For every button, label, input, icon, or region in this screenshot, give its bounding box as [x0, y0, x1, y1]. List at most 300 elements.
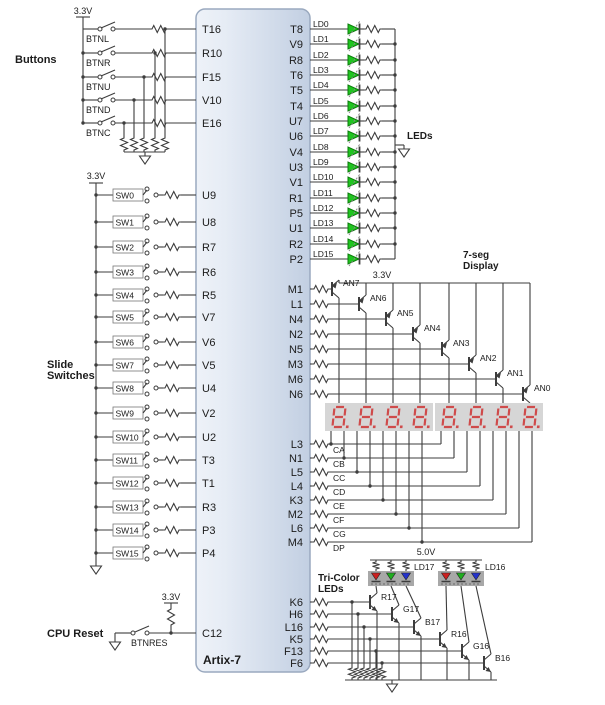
pin-label: K3	[289, 495, 303, 507]
pin-label: V9	[289, 39, 303, 51]
transistor-collector	[392, 605, 399, 611]
switch-contact	[145, 631, 149, 635]
switch-contact	[145, 199, 149, 203]
pin-label: T6	[290, 70, 303, 82]
resistor-icon	[443, 560, 450, 571]
tricolor-module-label: LD17	[414, 562, 435, 572]
transistor-collector	[496, 382, 503, 388]
digit-dp	[427, 426, 430, 429]
section-label-cpu-reset: CPU Reset	[47, 628, 104, 640]
pin-label: R8	[288, 55, 303, 67]
resistor-icon	[458, 560, 465, 571]
resistor-icon	[312, 391, 330, 398]
led-icon	[348, 223, 359, 233]
ground-icon	[91, 566, 102, 574]
resistor-icon	[364, 87, 382, 94]
segment-label: CB	[333, 459, 345, 469]
pin-label: U1	[288, 223, 303, 235]
digit-segment	[498, 409, 499, 416]
switch-contact	[145, 534, 149, 538]
resistor-icon	[312, 539, 330, 546]
resistor-icon	[312, 648, 330, 655]
digit-segment	[525, 409, 526, 416]
anode-label: AN5	[397, 308, 414, 318]
pin-label: P2	[289, 254, 303, 266]
led-label: LD0	[313, 19, 329, 29]
switch-contact	[154, 411, 158, 415]
switch-label: SW6	[115, 337, 134, 348]
pin-label: N6	[288, 389, 303, 401]
digit-dp	[537, 426, 540, 429]
switch-contact	[145, 346, 149, 350]
led-label: LD8	[313, 142, 329, 152]
switch-contact	[111, 121, 115, 125]
digit-segment	[470, 419, 471, 426]
switch-label: SW5	[115, 312, 134, 323]
pin-label: P5	[289, 208, 303, 220]
switch-contact	[154, 481, 158, 485]
switch-contact	[145, 226, 149, 230]
resistor-icon	[163, 219, 181, 226]
switch-contact	[145, 557, 149, 561]
resistor-icon	[364, 210, 382, 217]
resistor-icon	[163, 480, 181, 487]
switch-contact	[154, 245, 158, 249]
led-icon	[348, 208, 359, 218]
section-label-slide-switches: Switches	[47, 370, 95, 382]
digit-segment	[509, 409, 510, 416]
anode-label: AN2	[480, 353, 497, 363]
junction-dot	[420, 540, 423, 543]
digit-dp	[400, 426, 403, 429]
digit-segment	[454, 419, 455, 426]
supply-label-33v: 3.3V	[86, 171, 106, 181]
switch-contact	[145, 464, 149, 468]
resistor-icon	[364, 72, 382, 79]
resistor-icon	[364, 26, 382, 33]
switch-contact	[154, 435, 158, 439]
segment-label: CA	[333, 445, 345, 455]
switch-lever	[143, 502, 147, 507]
switch-contact	[145, 417, 149, 421]
resistor-icon	[379, 666, 386, 680]
switch-contact	[145, 487, 149, 491]
led-icon	[348, 24, 359, 34]
led-icon	[348, 70, 359, 80]
button-label: BTNRES	[131, 638, 168, 648]
pin-label: N2	[288, 329, 303, 341]
digit-segment	[455, 409, 456, 416]
pin-label: K5	[289, 634, 303, 646]
segment-label: CC	[333, 473, 346, 483]
anode-label: AN6	[370, 293, 387, 303]
resistor-icon	[312, 301, 330, 308]
pin-label: N1	[288, 453, 303, 465]
pin-label: R10	[202, 48, 223, 60]
pin-label: V4	[289, 147, 303, 159]
resistor-icon	[312, 361, 330, 368]
resistor-icon	[364, 195, 382, 202]
digit-segment	[481, 419, 482, 426]
pin-label: U3	[288, 162, 303, 174]
digit-segment	[482, 409, 483, 416]
digit-segment	[471, 409, 472, 416]
resistor-icon	[163, 527, 181, 534]
led-label: LD9	[313, 157, 329, 167]
switch-contact	[154, 340, 158, 344]
resistor-icon	[312, 611, 330, 618]
digit-segment	[536, 409, 537, 416]
resistor-icon	[163, 550, 181, 557]
resistor-icon	[312, 497, 330, 504]
switch-label: SW15	[115, 548, 139, 559]
switch-contact	[154, 551, 158, 555]
junction-dot	[407, 526, 410, 529]
switch-contact	[145, 299, 149, 303]
section-label-leds: LEDs	[407, 131, 433, 142]
digit-segment	[425, 419, 426, 426]
resistor-icon	[163, 339, 181, 346]
resistor-icon	[312, 376, 330, 383]
transistor-collector	[462, 642, 469, 648]
resistor-icon	[121, 136, 128, 152]
led-icon	[348, 254, 359, 264]
switch-label: SW0	[115, 190, 134, 201]
section-label-7seg: Display	[463, 261, 499, 272]
pin-label: M4	[287, 537, 303, 549]
pin-label: F6	[290, 658, 303, 670]
resistor-icon	[364, 41, 382, 48]
resistor-icon	[163, 362, 181, 369]
resistor-icon	[364, 256, 382, 263]
switch-label: SW8	[115, 383, 134, 394]
resistor-icon	[364, 149, 382, 156]
pin-label: L16	[284, 622, 303, 634]
switch-label: SW12	[115, 478, 139, 489]
switch-contact	[145, 369, 149, 373]
resistor-icon	[163, 385, 181, 392]
supply-label-33v: 3.3V	[161, 592, 181, 602]
section-label-7seg: 7-seg	[463, 250, 490, 261]
switch-label: SW9	[115, 408, 134, 419]
switch-contact	[131, 631, 135, 635]
digit-segment	[344, 419, 345, 426]
pin-label: P4	[202, 548, 216, 560]
resistor-icon	[312, 599, 330, 606]
resistor-icon	[312, 660, 330, 667]
digit-segment	[508, 419, 509, 426]
resistor-icon	[312, 331, 330, 338]
switch-label: SW13	[115, 502, 139, 513]
resistor-icon	[312, 624, 330, 631]
transistor-label: B17	[425, 617, 441, 627]
pin-label: U6	[288, 131, 303, 143]
led-icon	[348, 193, 359, 203]
pin-label: U4	[202, 383, 217, 395]
junction-dot	[355, 470, 358, 473]
switch-contact	[111, 51, 115, 55]
pin-label: R6	[202, 267, 217, 279]
led-icon	[348, 101, 359, 111]
transistor-collector	[442, 352, 449, 358]
digit-segment	[387, 419, 388, 426]
digit-dp	[483, 426, 486, 429]
ground-icon	[110, 642, 121, 650]
switch-label: SW11	[115, 455, 139, 466]
digit-segment	[426, 409, 427, 416]
resistor-icon	[131, 136, 138, 152]
ground-icon	[399, 149, 410, 157]
switch-lever	[143, 312, 147, 317]
anode-label: AN7	[343, 278, 360, 288]
segment-label: CG	[333, 529, 346, 539]
switch-contact	[111, 75, 115, 79]
pin-label: T3	[202, 455, 215, 467]
segment-label: CE	[333, 501, 345, 511]
resistor-icon	[367, 666, 374, 680]
resistor-icon	[355, 666, 362, 680]
switch-contact	[154, 315, 158, 319]
led-icon	[348, 177, 359, 187]
pin-label: U9	[202, 190, 217, 202]
switch-contact	[145, 511, 149, 515]
digit-segment	[414, 419, 415, 426]
digit-segment	[371, 419, 372, 426]
chip-label: Artix-7	[203, 653, 242, 667]
resistor-icon	[349, 666, 356, 680]
resistor-icon	[163, 192, 181, 199]
resistor-icon	[312, 469, 330, 476]
led-icon	[348, 85, 359, 95]
led-icon	[348, 162, 359, 172]
switch-contact	[154, 193, 158, 197]
transistor-label: G16	[473, 641, 490, 651]
segment-label: DP	[333, 543, 345, 553]
segment-label: CF	[333, 515, 345, 525]
resistor-icon	[312, 511, 330, 518]
switch-contact	[111, 27, 115, 31]
button-label: BTND	[86, 105, 111, 115]
tricolor-module-label: LD16	[485, 562, 506, 572]
led-label: LD2	[313, 50, 329, 60]
digit-segment	[334, 409, 335, 416]
resistor-icon	[364, 225, 382, 232]
pin-label: N4	[288, 314, 303, 326]
pin-label: H6	[288, 609, 303, 621]
digit-segment	[415, 409, 416, 416]
resistor-icon	[364, 133, 382, 140]
switch-lever	[143, 525, 147, 530]
transistor-collector	[386, 322, 393, 328]
switch-lever	[143, 267, 147, 272]
led-label: LD15	[313, 249, 334, 259]
switch-contact	[154, 505, 158, 509]
led-label: LD3	[313, 65, 329, 75]
resistor-icon	[152, 136, 159, 152]
resistor-icon	[361, 666, 368, 680]
digit-segment	[345, 409, 346, 416]
anode-label: AN0	[534, 383, 551, 393]
resistor-icon	[162, 136, 169, 152]
ground-icon	[387, 684, 398, 692]
switch-contact	[145, 392, 149, 396]
resistor-icon	[364, 241, 382, 248]
led-label: LD14	[313, 234, 334, 244]
pin-label: U8	[202, 217, 217, 229]
digit-segment	[535, 419, 536, 426]
pin-label: P3	[202, 525, 216, 537]
resistor-icon	[163, 434, 181, 441]
switch-lever	[143, 432, 147, 437]
pin-label: T4	[290, 101, 303, 113]
pin-label: M6	[287, 374, 303, 386]
switch-contact	[154, 293, 158, 297]
pin-label: V6	[202, 337, 216, 349]
pin-label: C12	[202, 628, 223, 640]
switch-contact	[154, 528, 158, 532]
digit-segment	[524, 419, 525, 426]
digit-dp	[456, 426, 459, 429]
section-label-slide-switches: Slide	[47, 359, 74, 371]
resistor-icon	[163, 244, 181, 251]
switch-contact	[154, 386, 158, 390]
pin-label: L3	[290, 439, 303, 451]
button-label: BTNR	[86, 58, 111, 68]
resistor-icon	[364, 103, 382, 110]
anode-label: AN3	[453, 338, 470, 348]
led-label: LD11	[313, 188, 333, 198]
led-label: LD13	[313, 218, 334, 228]
pin-label: N5	[288, 344, 303, 356]
resistor-icon	[312, 441, 330, 448]
transistor-collector	[440, 630, 447, 636]
switch-lever	[143, 242, 147, 247]
pin-label: V5	[202, 360, 216, 372]
digit-segment	[443, 419, 444, 426]
resistor-icon	[364, 164, 382, 171]
resistor-icon	[163, 504, 181, 511]
switch-label: SW4	[115, 290, 134, 301]
pin-label: T5	[290, 85, 303, 97]
digit-segment	[398, 419, 399, 426]
led-icon	[348, 39, 359, 49]
led-label: LD7	[313, 126, 329, 136]
segment-label: CD	[333, 487, 346, 497]
switch-contact	[154, 363, 158, 367]
button-label: BTNC	[86, 128, 111, 138]
led-label: LD1	[313, 34, 329, 44]
led-label: LD10	[313, 172, 334, 182]
pin-label: F15	[202, 72, 221, 84]
resistor-icon	[312, 483, 330, 490]
digit-dp	[346, 426, 349, 429]
pin-label: M3	[287, 359, 303, 371]
transistor-collector	[523, 397, 530, 403]
pin-label: R7	[202, 242, 217, 254]
transistor-collector	[484, 654, 491, 660]
pin-label: R3	[202, 502, 217, 514]
transistor-collector	[469, 367, 476, 373]
switch-contact	[145, 276, 149, 280]
pin-label: V7	[202, 312, 216, 324]
switch-label: SW10	[115, 432, 139, 443]
transistor-label: B16	[495, 653, 511, 663]
switch-label: SW14	[115, 525, 139, 536]
anode-label: AN4	[424, 323, 441, 333]
transistor-label: G17	[403, 604, 420, 614]
pin-label: T8	[290, 24, 303, 36]
switch-contact	[145, 251, 149, 255]
resistor-icon	[388, 560, 395, 571]
pin-label: M2	[287, 509, 303, 521]
switch-contact	[154, 270, 158, 274]
resistor-icon	[403, 560, 410, 571]
pin-label: K6	[289, 597, 303, 609]
switch-lever	[143, 337, 147, 342]
resistor-icon	[312, 636, 330, 643]
resistor-icon	[168, 607, 175, 627]
anode-label: AN1	[507, 368, 524, 378]
resistor-icon	[163, 457, 181, 464]
resistor-icon	[141, 136, 148, 152]
switch-contact	[154, 458, 158, 462]
led-icon	[348, 147, 359, 157]
switch-lever	[143, 217, 147, 222]
digit-segment	[399, 409, 400, 416]
switch-lever	[143, 290, 147, 295]
switch-label: SW7	[115, 360, 134, 371]
pin-label: T16	[202, 24, 221, 36]
junction-dot	[368, 484, 371, 487]
digit-segment	[361, 409, 362, 416]
digit-dp	[373, 426, 376, 429]
switch-lever	[143, 455, 147, 460]
digit-segment	[333, 419, 334, 426]
resistor-icon	[364, 57, 382, 64]
switch-lever	[143, 548, 147, 553]
switch-label: SW2	[115, 242, 134, 253]
transistor-collector	[332, 292, 339, 298]
pin-label: F13	[284, 646, 303, 658]
led-label: LD6	[313, 111, 329, 121]
transistor-label: R16	[451, 629, 467, 639]
switch-contact	[145, 441, 149, 445]
pin-label: U7	[288, 116, 303, 128]
supply-label-33v: 3.3V	[73, 6, 93, 16]
switch-label: SW3	[115, 267, 134, 278]
pin-label: U2	[202, 432, 217, 444]
led-to-transistor	[446, 586, 447, 630]
led-icon	[348, 239, 359, 249]
led-icon	[348, 116, 359, 126]
pin-label: E16	[202, 118, 222, 130]
led-icon	[348, 55, 359, 65]
transistor-collector	[413, 337, 420, 343]
transistor-label: R17	[381, 592, 397, 602]
digit-segment	[372, 409, 373, 416]
resistor-icon	[312, 346, 330, 353]
digit-segment	[360, 419, 361, 426]
resistor-icon	[364, 118, 382, 125]
resistor-icon	[163, 269, 181, 276]
switch-lever	[143, 360, 147, 365]
switch-lever	[143, 478, 147, 483]
pin-label: V2	[202, 408, 216, 420]
button-label: BTNL	[86, 34, 110, 44]
button-label: BTNU	[86, 82, 111, 92]
pin-label: V1	[289, 177, 303, 189]
digit-dp	[510, 426, 513, 429]
